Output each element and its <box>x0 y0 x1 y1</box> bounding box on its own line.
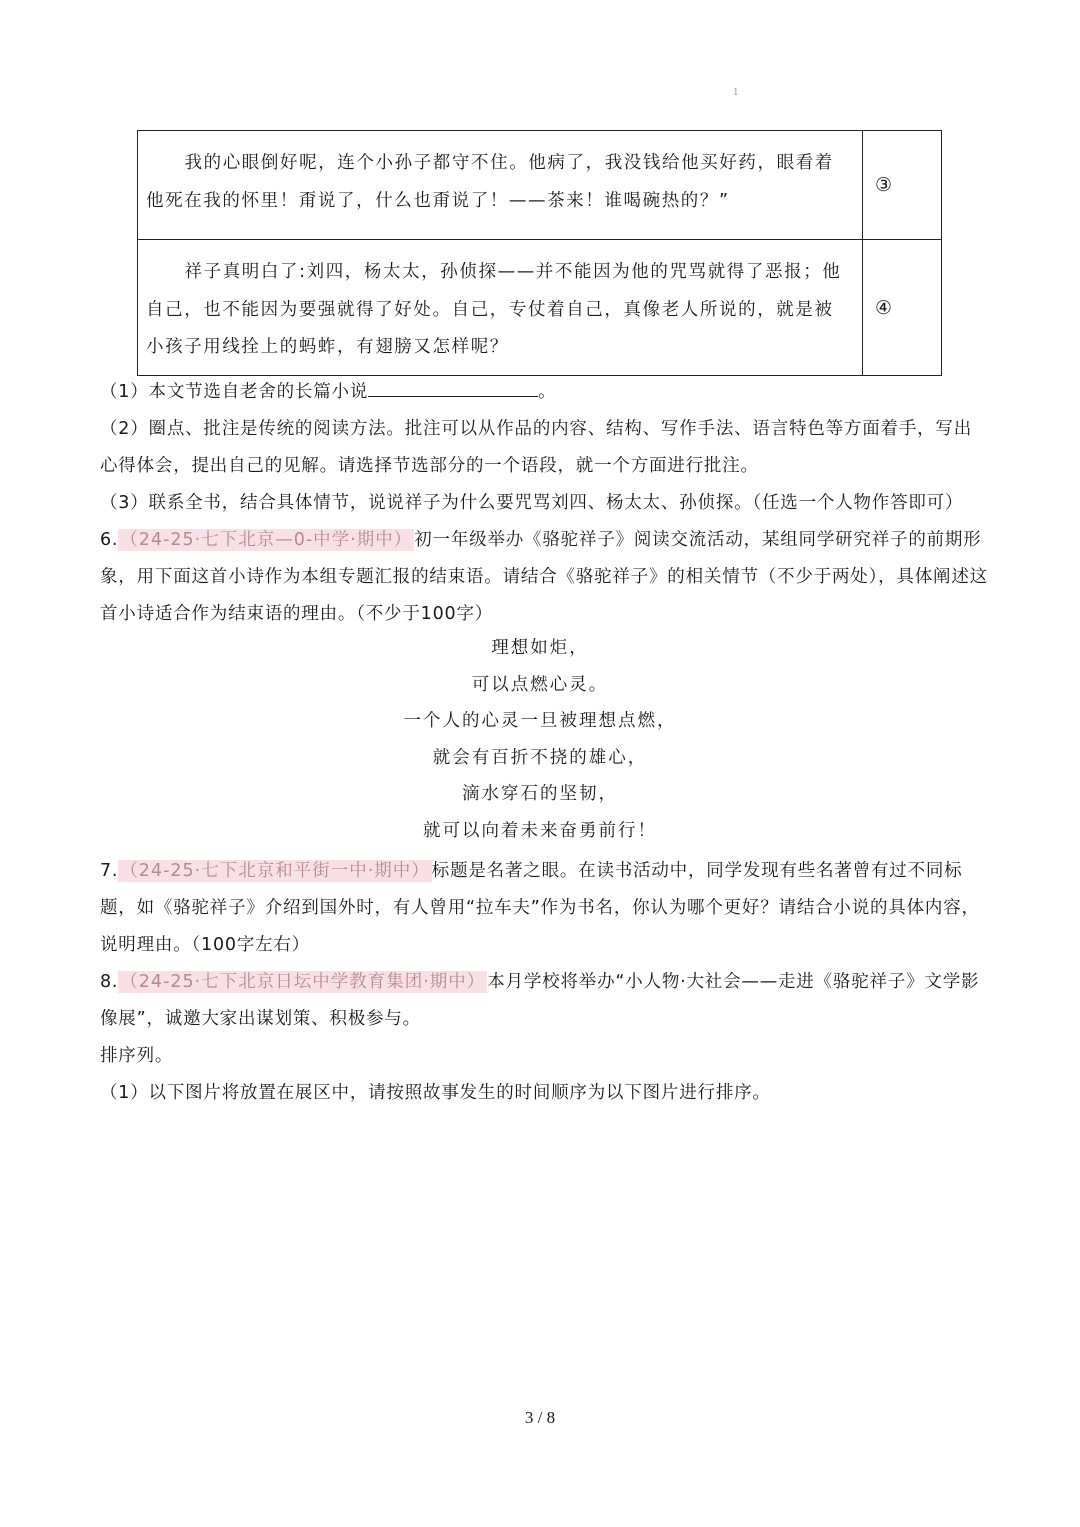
excerpt-paragraph: 祥子真明白了:刘四，杨太太，孙侦探——并不能因为他的咒骂就得了恶报；他自己，也不能因为要强就得了好处。自己，专仗着自己，真像老人所说的，就是被小孩子用线拴上的蚂蚱，有翅膀又怎样呢？ <box>146 262 842 357</box>
poem-line: 一个人的心灵一旦被理想点燃， <box>403 711 677 731</box>
question-6: 6. （24-25·七下北京—0-中学·期中） 初一年级举办《骆驼祥子》阅读交流活动，某组同学研究祥子的前期形象，用下面这首小诗作为本组专题汇报的结束语。请结合《骆驼祥子》的相关情节（不少于两处），具体阐述这首小诗适合作为结束语的理由。（不少于100字） <box>100 530 988 624</box>
poem <box>0 630 1080 849</box>
source-tag: （24-25·七下北京日坛中学教育集团·期中） <box>120 972 486 992</box>
question-8-1: （1）以下图片将放置在展区中，请按照故事发生的时间顺序为以下图片进行排序。 <box>100 1083 771 1103</box>
question-5-3: （3）联系全书，结合具体情节，说说祥子为什么要咒骂刘四、杨太太、孙侦探。（任选一个人物作答即可） <box>100 493 964 513</box>
poem-line: 就会有百折不挠的雄心， <box>432 747 648 768</box>
table-row <box>138 239 941 375</box>
question-7: 7. （24-25·七下北京和平街一中·期中） 标题是名著之眼。在读书活动中，同学发现有些名著曾有过不同标题，如《骆驼祥子》介绍到国外时，有人曾用“拉车夫”作为书名，你认为哪个更好？请结合小说的具体内容，说明理由。（100字左右） <box>100 861 980 955</box>
poem-line: 就可以向着未来奋勇前行！ <box>423 820 657 841</box>
table-cell-text <box>138 240 863 375</box>
excerpt-paragraph: 我的心眼倒好呢，连个小孙子都守不住。他病了，我没钱给他买好药，眼看着他死在我的怀里！甭说了，什么也甭说了！——茶来！谁喝碗热的？” <box>146 153 834 211</box>
question-5-1: （1）本文节选自老舍的长篇小说 。 <box>100 374 990 411</box>
poem-line: 可以点燃心灵。 <box>471 674 609 695</box>
question-7-8-block <box>100 853 990 1112</box>
excerpt-table <box>137 130 942 376</box>
question-5-block <box>100 374 990 633</box>
page-corner-mark: 1 <box>733 88 739 98</box>
table-cell-text <box>138 131 863 239</box>
poem-line: 理想如炬， <box>491 638 589 658</box>
question-8: 8. （24-25·七下北京日坛中学教育集团·期中） 本月学校将举办“小人物·大社会——走进《骆驼祥子》文学影像展”，诚邀大家出谋划策、积极参与。 <box>100 972 980 1029</box>
table-cell-number: ④ <box>875 296 893 319</box>
source-tag: （24-25·七下北京—0-中学·期中） <box>120 530 413 550</box>
question-5-2: （2）圈点、批注是传统的阅读方法。批注可以从作品的内容、结构、写作手法、语言特色等方面着手，写出心得体会，提出自己的见解。请选择节选部分的一个语段，就一个方面进行批注。 <box>100 419 973 476</box>
page-number: 3 / 8 <box>524 1408 556 1427</box>
poem-line: 滴水穿石的坚韧， <box>462 784 618 804</box>
source-tag: （24-25·七下北京和平街一中·期中） <box>120 861 430 881</box>
table-row <box>138 131 941 239</box>
answer-blank[interactable] <box>368 378 538 397</box>
question-8-subtitle: 排序列。 <box>100 1046 174 1066</box>
table-cell-number: ③ <box>875 174 893 196</box>
